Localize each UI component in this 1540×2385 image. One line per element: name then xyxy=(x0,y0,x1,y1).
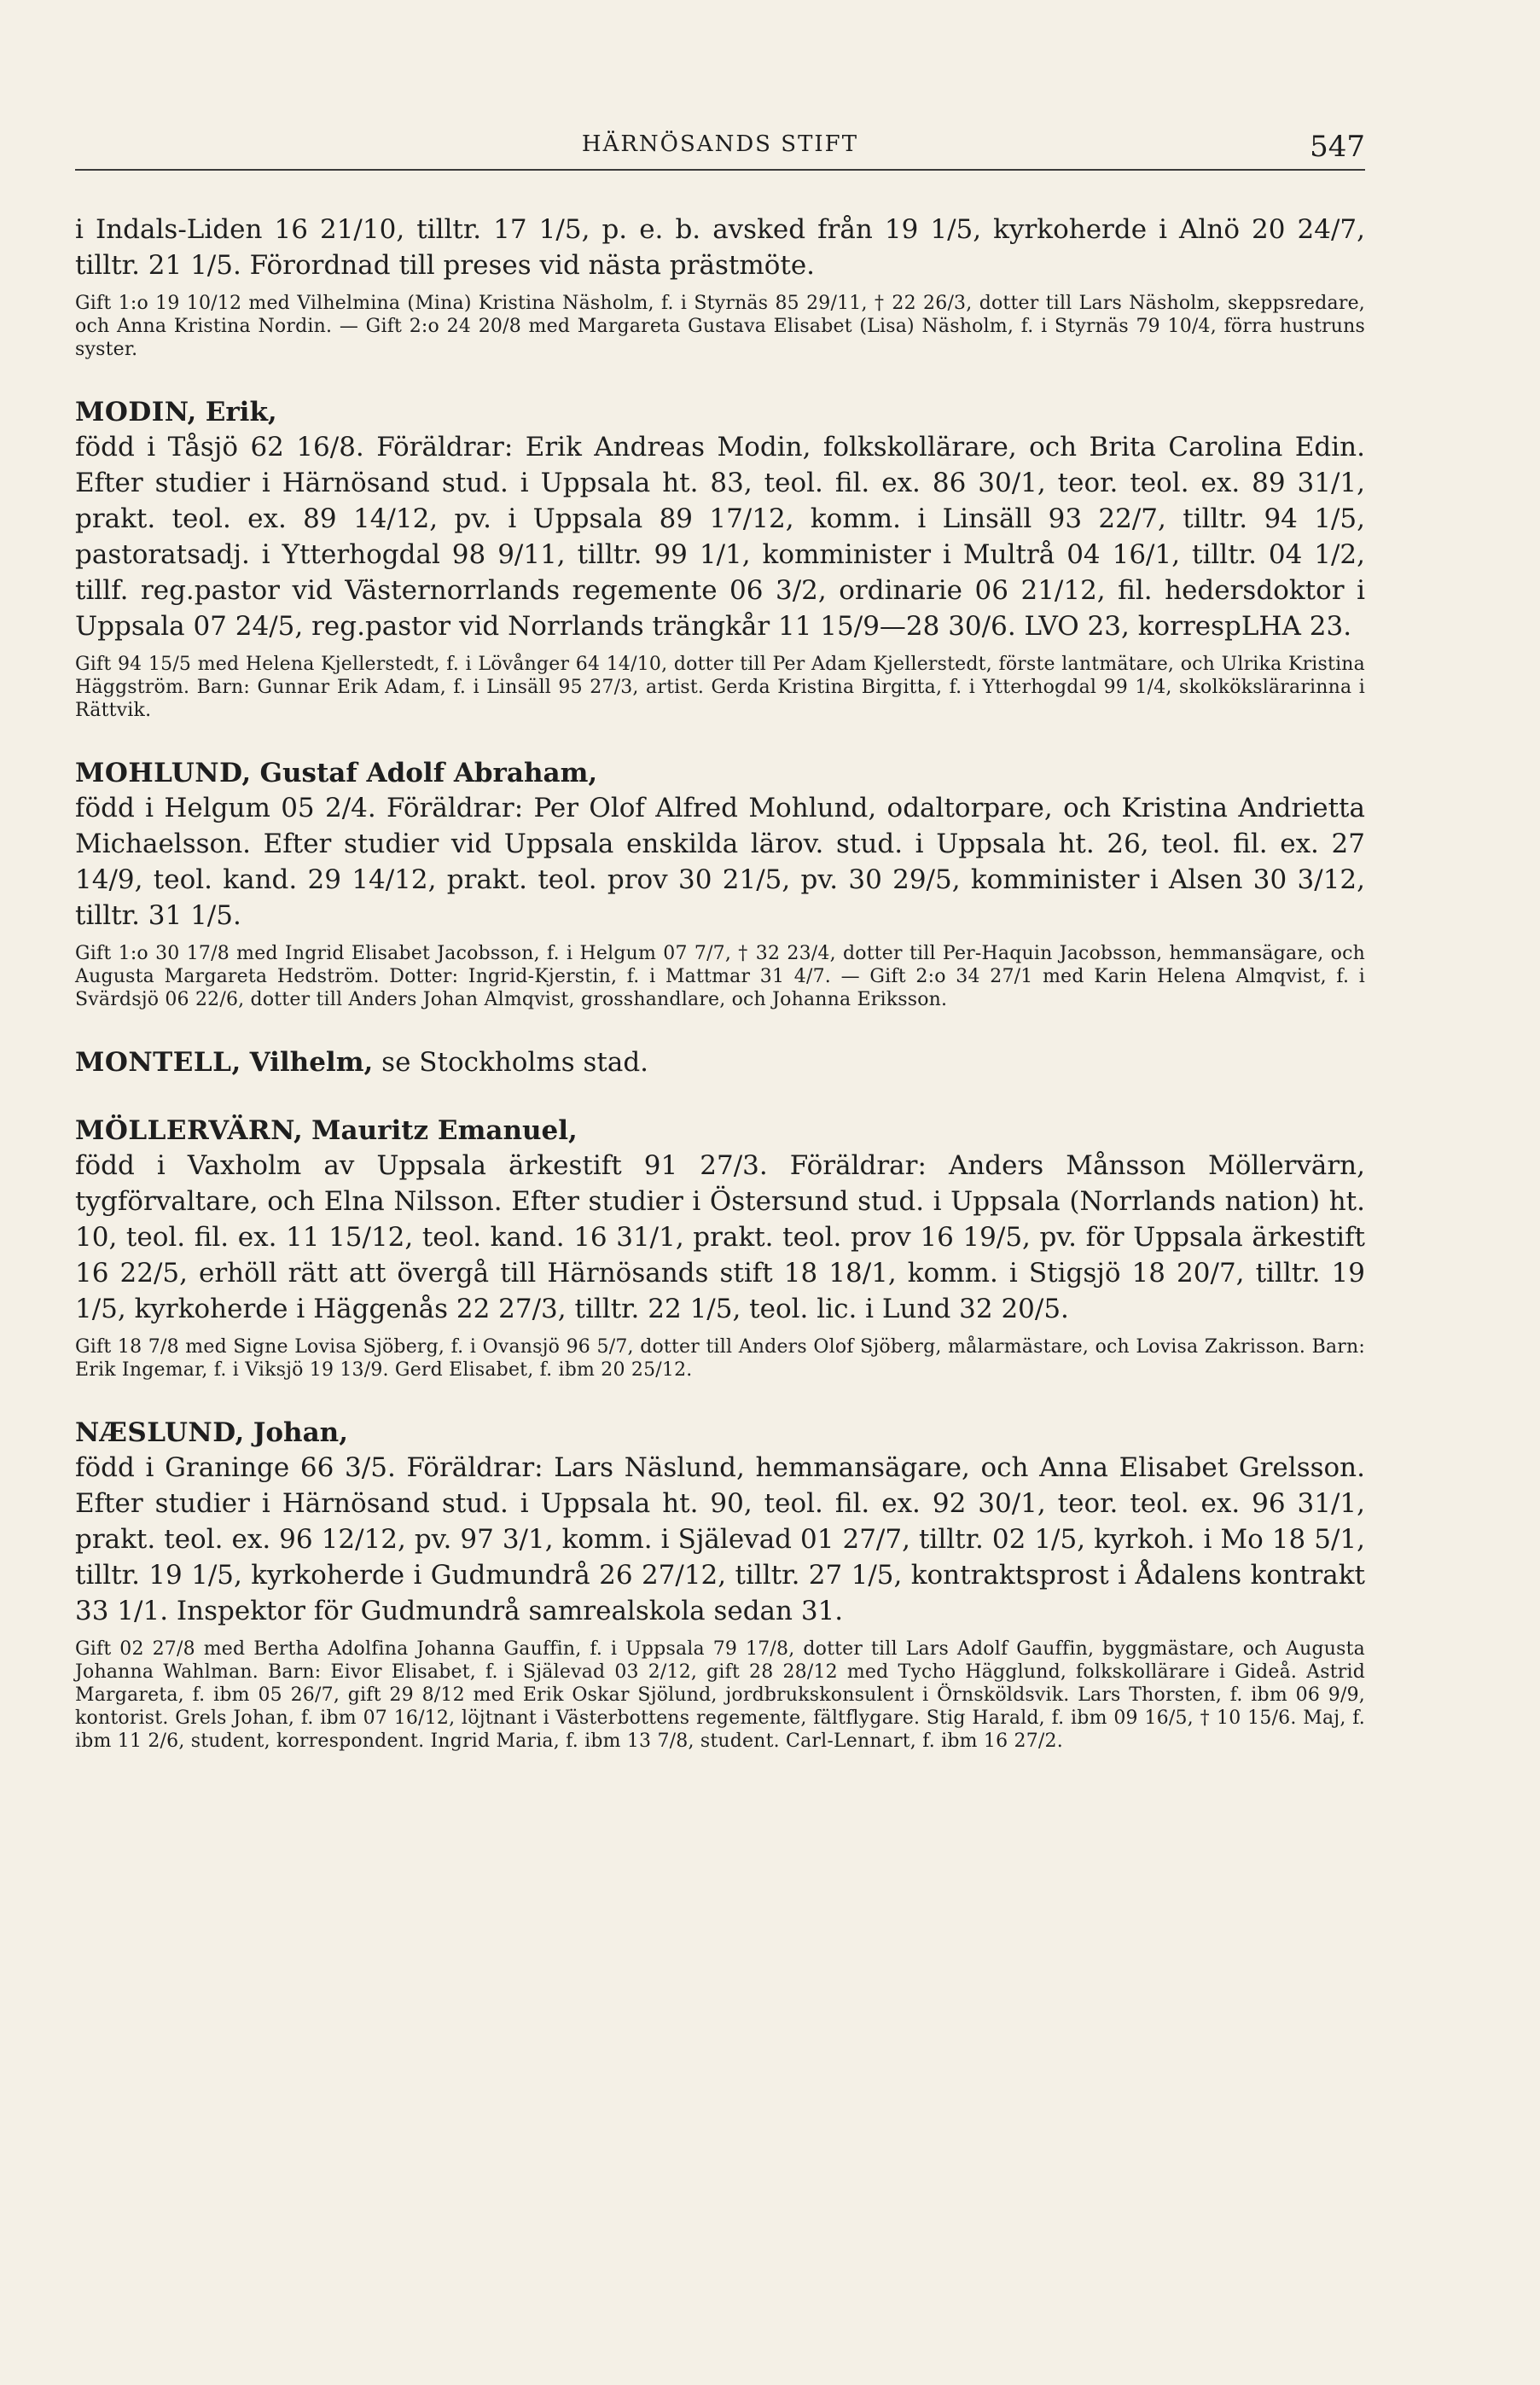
running-title: HÄRNÖSANDS STIFT xyxy=(581,131,859,157)
intro-body: i Indals-Liden 16 21/10, tilltr. 17 1/5, p. e. b. avsked från 19 1/5, kyrkoherde i Alnö 20 24/7, tilltr. 21 1/5. Förordnad till preses vid nästa prästmöte. xyxy=(75,214,1365,281)
entry-given-name: Johan, xyxy=(253,1417,348,1448)
entry-modin xyxy=(75,395,1365,722)
entry-body: född i Graninge 66 3/5. Föräldrar: Lars Näslund, hemmansägare, och Anna Elisabet Grelsson. Efter studier i Härnösand stud. i Uppsala ht. 90, teol. fil. ex. 92 30/1, teor. teol. ex. 96 31/1, prakt. teol. ex. 96 12/12, pv. 97 3/1, komm. i Själevad 01 27/7, tilltr. 02 1/5, kyrkoh. i Mo 18 5/1, tilltr. 19 1/5, kyrkoherde i Gudmundrå 26 27/12, tilltr. 27 1/5, kontraktsprost i Ådalens kontrakt 33 1/1. Inspektor för Gudmundrå samrealskola sedan 31. xyxy=(75,1452,1365,1626)
entry-given-name: Mauritz Emanuel, xyxy=(311,1115,578,1146)
entry-surname: MONTELL, xyxy=(75,1047,241,1078)
entry-body: född i Tåsjö 62 16/8. Föräldrar: Erik Andreas Modin, folkskollärare, och Brita Carolina Edin. Efter studier i Härnösand stud. i Uppsala ht. 83, teol. fil. ex. 86 30/1, teor. teol. ex. 89 31/1, prakt. teol. ex. 89 14/12, pv. i Uppsala 89 17/12, komm. i Linsäll 93 22/7, tilltr. 94 1/5, pastoratsadj. i Ytterhogdal 98 9/11, tilltr. 99 1/1, komminister i Multrå 04 16/1, tilltr. 04 1/2, tillf. reg.pastor vid Västernorrlands regemente 06 3/2, ordinarie 06 21/12, fil. hedersdoktor i Uppsala 07 24/5, reg.pastor vid Norrlands trängkår 11 15/9—28 30/6. LVO 23, korrespLHA 23. xyxy=(75,432,1365,642)
entry-surname: MODIN, xyxy=(75,397,197,428)
entry-family: Gift 94 15/5 med Helena Kjellerstedt, f. i Lövånger 64 14/10, dotter till Per Adam Kjellerstedt, förste lantmätare, och Ulrika Kristina Häggström. Barn: Gunnar Erik Adam, f. i Linsäll 95 27/3, artist. Gerda Kristina Birgitta, f. i Ytterhogdal 99 1/4, skolkökslärarinna i Rättvik. xyxy=(75,654,1365,721)
entry-given-name: Vilhelm, xyxy=(249,1047,374,1078)
entry-montell xyxy=(75,1045,1365,1079)
entry-surname: NÆSLUND, xyxy=(75,1417,245,1448)
entry-naeslund xyxy=(75,1416,1365,1753)
entry-cross-reference: se Stockholms stad. xyxy=(381,1047,649,1078)
intro-family: Gift 1:o 19 10/12 med Vilhelmina (Mina) Kristina Näsholm, f. i Styrnäs 85 29/11, † 22 26/3, dotter till Lars Näsholm, skeppsredare, och Anna Kristina Nordin. — Gift 2:o 24 20/8 med Margareta Gustava Elisabet (Lisa) Näsholm, f. i Styrnäs 79 10/4, förra hustruns syster. xyxy=(75,293,1365,360)
entry-body: född i Vaxholm av Uppsala ärkestift 91 27/3. Föräldrar: Anders Månsson Möllervärn, tygförvaltare, och Elna Nilsson. Efter studier i Östersund stud. i Uppsala (Norrlands nation) ht. 10, teol. fil. ex. 11 15/12, teol. kand. 16 31/1, prakt. teol. prov 16 19/5, pv. för Uppsala ärkestift 16 22/5, erhöll rätt att övergå till Härnösands stift 18 18/1, komm. i Stigsjö 18 20/7, tilltr. 19 1/5, kyrkoherde i Häggenås 22 27/3, tilltr. 22 1/5, teol. lic. i Lund 32 20/5. xyxy=(75,1150,1365,1324)
intro-block xyxy=(75,212,1365,361)
entry-mollervarn xyxy=(75,1114,1365,1382)
entry-given-name: Erik, xyxy=(205,397,277,428)
entry-heading xyxy=(75,1045,1365,1079)
entry-mohlund xyxy=(75,756,1365,1011)
entry-heading xyxy=(75,395,1365,429)
entry-family: Gift 02 27/8 med Bertha Adolfina Johanna Gauffin, f. i Uppsala 79 17/8, dotter till Lars Adolf Gauffin, byggmästare, och Augusta Johanna Wahlman. Barn: Eivor Elisabet, f. i Själevad 03 2/12, gift 28 28/12 med Tycho Hägglund, folkskollärare i Gideå. Astrid Margareta, f. ibm 05 26/7, gift 29 8/12 med Erik Oskar Sjölund, jordbrukskonsulent i Örnsköldsvik. Lars Thorsten, f. ibm 06 9/9, kontorist. Grels Johan, f. ibm 07 16/12, löjtnant i Västerbottens regemente, fältflygare. Stig Harald, f. ibm 09 16/5, † 10 15/6. Maj, f. ibm 11 2/6, student, korrespondent. Ingrid Maria, f. ibm 13 7/8, student. Carl-Lennart, f. ibm 16 27/2. xyxy=(75,1638,1365,1752)
entry-heading xyxy=(75,1416,1365,1450)
entry-heading xyxy=(75,756,1365,790)
entry-surname: MÖLLERVÄRN, xyxy=(75,1115,304,1146)
entry-family: Gift 1:o 30 17/8 med Ingrid Elisabet Jacobsson, f. i Helgum 07 7/7, † 32 23/4, dotter till Per-Haquin Jacobsson, hemmansägare, och Augusta Margareta Hedström. Dotter: Ingrid-Kjerstin, f. i Mattmar 31 4/7. — Gift 2:o 34 27/1 med Karin Helena Almqvist, f. i Svärdsjö 06 22/6, dotter till Anders Johan Almqvist, grosshandlare, och Johanna Eriksson. xyxy=(75,943,1365,1010)
entry-family: Gift 18 7/8 med Signe Lovisa Sjöberg, f. i Ovansjö 96 5/7, dotter till Anders Olof Sjöberg, målarmästare, och Lovisa Zakrisson. Barn: Erik Ingemar, f. i Viksjö 19 13/9. Gerd Elisabet, f. ibm 20 25/12. xyxy=(75,1336,1365,1381)
entry-body: född i Helgum 05 2/4. Föräldrar: Per Olof Alfred Mohlund, odaltorpare, och Kristina Andrietta Michaelsson. Efter studier vid Uppsala enskilda lärov. stud. i Uppsala ht. 26, teol. fil. ex. 27 14/9, teol. kand. 29 14/12, prakt. teol. prov 30 21/5, pv. 30 29/5, komminister i Alsen 30 3/12, tilltr. 31 1/5. xyxy=(75,793,1365,931)
page-number: 547 xyxy=(1310,130,1365,164)
entry-surname: MOHLUND, xyxy=(75,758,252,788)
entry-heading xyxy=(75,1114,1365,1148)
running-head xyxy=(75,121,1365,171)
entry-given-name: Gustaf Adolf Abraham, xyxy=(259,758,598,788)
